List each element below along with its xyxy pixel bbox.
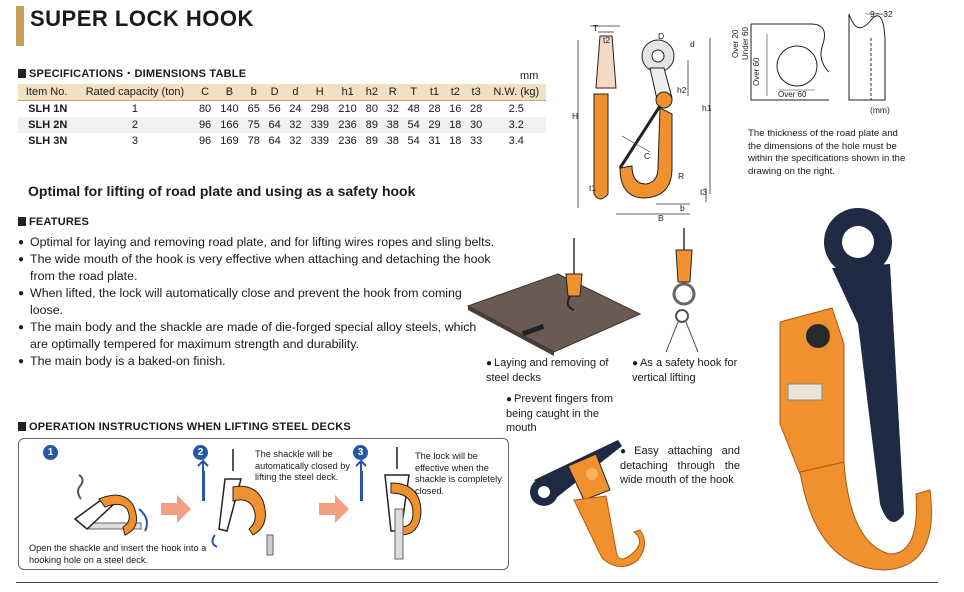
spec-value-cell: 89: [362, 117, 383, 133]
spec-header-cell: R: [382, 84, 403, 101]
spec-value-cell: 18: [449, 135, 462, 147]
tagline: Optimal for lifting of road plate and using as a safety hook: [28, 183, 416, 199]
spec-item-cell: SLH 2N: [18, 117, 75, 133]
spec-value-cell: 33: [470, 135, 483, 147]
dimension-label: t1: [589, 183, 597, 193]
spec-value-cell: 75: [243, 117, 264, 133]
dimension-label: B: [658, 213, 664, 223]
spec-value-cell: 48: [407, 103, 420, 115]
arrow-2-3: [319, 495, 349, 523]
step2-number: 2: [193, 445, 208, 460]
spec-value-cell: 38: [386, 135, 399, 147]
spec-header-cell: b: [243, 84, 264, 101]
spec-row: [18, 133, 546, 149]
step2-text: The shackle will be automatically closed by lifting the steel deck.: [255, 449, 350, 482]
hole-over60-horizontal-label: Over 60: [778, 90, 807, 99]
dimension-label: C: [644, 151, 651, 161]
dimension-label: H: [572, 111, 579, 121]
spec-value-cell: 65: [247, 103, 260, 115]
page-title: SUPER LOCK HOOK: [30, 6, 254, 31]
dimension-label: d: [690, 39, 695, 49]
spec-header-cell: Rated capacity (ton): [75, 84, 194, 101]
spec-value-cell: 31: [428, 135, 441, 147]
dimension-drawing: [560, 18, 720, 228]
spec-item-cell: SLH 1N: [28, 103, 68, 115]
step1-illustration: [75, 475, 147, 535]
dimension-label: D: [658, 31, 665, 41]
spec-value-cell: 24: [289, 103, 302, 115]
spec-value-cell: 3.4: [508, 135, 524, 147]
spec-header-cell: Item No.: [18, 84, 75, 101]
spec-row: [18, 117, 546, 133]
feature-item: ● The main body is a baked-on finish.: [18, 353, 496, 370]
spec-value-cell: 64: [264, 117, 285, 133]
step3-text: The lock will be effective when the shackle is completely closed.: [415, 451, 502, 496]
spec-value-cell: 140: [220, 103, 239, 115]
spec-header-cell: h1: [334, 84, 362, 101]
spec-row: [18, 101, 546, 118]
dimension-label: t2: [603, 35, 611, 45]
spec-value-cell: 80: [365, 103, 379, 115]
hole-unit-label: (mm): [870, 105, 890, 115]
hole-thickness-label: 9～32: [870, 9, 893, 19]
spec-value-cell: 169: [220, 135, 239, 147]
arrow-1-2: [161, 495, 191, 523]
spec-header-cell: d: [285, 84, 306, 101]
operation-box: [18, 438, 509, 570]
spec-value-cell: 96: [195, 117, 216, 133]
spec-value-cell: 56: [268, 103, 281, 115]
hole-over60-vertical-label: Over 60: [752, 57, 761, 86]
caption-laying: ● Laying and removing of steel decks: [486, 356, 626, 385]
spec-header-cell: C: [195, 84, 216, 101]
spec-value-cell: 18: [445, 117, 466, 133]
spec-value-cell: 32: [289, 135, 302, 147]
feature-item: ● When lifted, the lock will automatically close and prevent the hook from coming loose.: [18, 285, 496, 319]
spec-value-cell: 339: [306, 117, 334, 133]
title-accent-bar: [16, 6, 24, 46]
spec-header-cell: N.W. (kg): [487, 84, 546, 101]
spec-value-cell: 166: [215, 117, 243, 133]
caption-easy: ● Easy attaching and detaching through the wide mouth of the hook: [620, 444, 740, 487]
dimension-label: h1: [702, 103, 712, 113]
spec-value-cell: 2.5: [508, 103, 524, 115]
operation-heading: OPERATION INSTRUCTIONS WHEN LIFTING STEEL DECKS: [18, 421, 351, 433]
spec-body: [18, 101, 546, 150]
spec-header-cell: B: [215, 84, 243, 101]
spec-value-cell: 54: [407, 135, 420, 147]
caption-safety: ● As a safety hook for vertical lifting: [632, 356, 744, 385]
hole-over20-label: Over 20: [731, 29, 740, 58]
feature-item: ● The main body and the shackle are made of die-forged special alloy steels, which are optimally tempered for maximum strength and durability.: [18, 319, 496, 353]
feature-item: ● Optimal for laying and removing road plate, and for lifting wires ropes and sling belts.: [18, 234, 496, 251]
spec-header-cell: t3: [466, 84, 487, 101]
road-plate-illustration: [462, 234, 642, 356]
spec-header-cell: D: [264, 84, 285, 101]
spec-value-cell: 38: [382, 117, 403, 133]
main-hook-illustration: [740, 204, 940, 574]
step3-number: 3: [353, 445, 368, 460]
spec-value-cell: 54: [403, 117, 424, 133]
spec-value-cell: 80: [198, 103, 212, 115]
dimension-label: R: [678, 171, 685, 181]
spec-header-row: [18, 84, 546, 101]
spec-value-cell: 16: [449, 103, 462, 115]
spec-table: [18, 84, 546, 149]
spec-header-cell: H: [306, 84, 334, 101]
spec-value-cell: 298: [310, 103, 329, 115]
spec-value-cell: 78: [247, 135, 260, 147]
spec-value-cell: 2: [75, 117, 194, 133]
spec-item-cell: SLH 3N: [28, 135, 68, 147]
spec-header-cell: t1: [424, 84, 445, 101]
dimension-label: t3: [700, 187, 708, 197]
spec-value-cell: 32: [386, 103, 399, 115]
caption-fingers: ● Prevent fingers from being caught in the mouth: [506, 392, 624, 435]
spec-value-cell: 3: [131, 135, 139, 147]
hole-note: The thickness of the road plate and the dimensions of the hole must be within the specifications shown in the drawing on the right.: [748, 128, 906, 177]
spec-header-cell: h2: [362, 84, 383, 101]
spec-header-cell: T: [403, 84, 424, 101]
spec-unit: mm: [520, 70, 539, 82]
step1-text: Open the shackle and insert the hook into a hooking hole on a steel deck.: [29, 543, 207, 565]
dimension-label: h2: [677, 85, 687, 95]
spec-value-cell: 29: [424, 117, 445, 133]
spec-value-cell: 28: [470, 103, 483, 115]
spec-value-cell: 236: [338, 135, 357, 147]
hole-under60-label: Under 60: [741, 27, 750, 60]
step3-illustration: [356, 447, 421, 559]
spec-header-cell: t2: [445, 84, 466, 101]
step1-number: 1: [43, 445, 58, 460]
features-heading: FEATURES: [18, 216, 89, 228]
spec-value-cell: 28: [428, 103, 441, 115]
spec-value-cell: 96: [198, 135, 212, 147]
spec-value-cell: 339: [310, 135, 329, 147]
spec-value-cell: 210: [338, 103, 357, 115]
spec-value-cell: 32: [285, 117, 306, 133]
spec-value-cell: 1: [131, 103, 139, 115]
bottom-rule: [16, 582, 938, 583]
spec-value-cell: 236: [334, 117, 362, 133]
features-list: [18, 234, 496, 370]
spec-value-cell: 89: [365, 135, 379, 147]
dimension-label: b: [680, 203, 685, 213]
dimension-label: T: [593, 23, 599, 33]
spec-value-cell: 30: [466, 117, 487, 133]
spec-heading: SPECIFICATIONS・DIMENSIONS TABLE: [18, 65, 246, 81]
spec-value-cell: 64: [268, 135, 281, 147]
spec-value-cell: 3.2: [487, 117, 546, 133]
safety-hook-illustration: [652, 226, 712, 354]
feature-item: ● The wide mouth of the hook is very effective when attaching and detaching the hook from the road plate.: [18, 251, 496, 285]
